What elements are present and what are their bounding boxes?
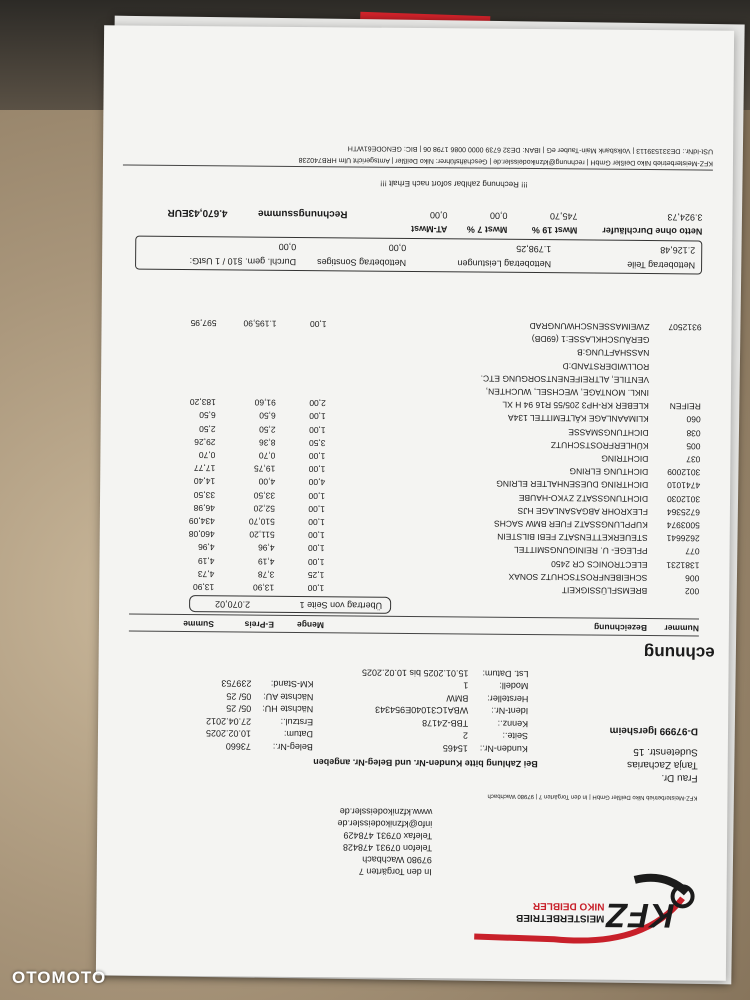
cell-desc: NASSHAFTUNG:B: [577, 347, 650, 359]
durch-label: Durchl. gem. §10 / 1 UstG:: [189, 256, 297, 267]
total-value: 4.670,43EUR: [167, 206, 228, 219]
cell-qty: 1,25: [307, 569, 325, 581]
recipient-line: D-97999 Igersheim: [609, 724, 699, 737]
meta-value: 10.02.2025: [205, 728, 252, 740]
cell-desc: STEUERKETTENSATZ FEBI BILSTEIN: [497, 531, 648, 544]
cell-price: 2,50: [259, 424, 276, 435]
footer-line: KFZ-Meisterbetrieb Niko Deißler GmbH | rechnung@kfznikodeissler.de | Geschäftsführer: Niko Deißler | Amtsgericht Ulm HRB740238: [298, 155, 714, 167]
cell-nr: REIFEN: [669, 401, 701, 412]
sonstiges-label: Nettobetrag Sonstiges: [316, 257, 407, 268]
meta-left: [361, 666, 528, 755]
cell-price: 511,20: [249, 529, 275, 540]
otomoto-watermark: OTOMOTO: [12, 968, 107, 987]
meta-value: 05/ 25: [226, 703, 252, 715]
cell-nr: 006: [685, 573, 700, 584]
cell-qty: 3,50: [308, 437, 326, 449]
cell-price: 6,50: [259, 411, 276, 422]
meta-label: Ident-Nr.:: [491, 706, 529, 717]
cell-desc: KLEBER KR-HP3 205/55 R16 94 H XL: [502, 399, 649, 412]
meta-value: 73660: [225, 741, 251, 752]
cell-desc: DICHTUNGSMASSE: [568, 426, 649, 438]
meta-label: Kunden-Nr.:: [479, 743, 528, 754]
cell-desc: KLIMAANLAGE KÄLTEMITTEL 134A: [507, 413, 649, 425]
cell-qty: 1,00: [308, 517, 325, 528]
cell-nr: 037: [686, 454, 701, 465]
doc-title: echnung: [643, 643, 715, 663]
cell-sum: 14,40: [193, 476, 216, 487]
logo-kfz-text: KFZ: [605, 895, 675, 935]
cell-sum: 597,95: [190, 318, 217, 329]
cell-price: 19,75: [253, 463, 276, 474]
cell-desc: DICHTRING: [601, 453, 649, 465]
mwst19-value: 745,70: [549, 211, 578, 222]
logo-line2: NIKO DEIBLER: [532, 900, 605, 912]
recipient-address: [609, 724, 698, 785]
col-summe: Summe: [183, 618, 214, 630]
durch-value: 0,00: [278, 241, 297, 252]
carry-over-value: 2.070,02: [215, 599, 251, 610]
cell-nr: 5003974: [666, 520, 700, 531]
cell-sum: 6,50: [199, 410, 216, 421]
meta-label: Seite.:: [502, 731, 529, 742]
cell-desc: KUPPLUNGSSATZ FUER BMW SACHS: [493, 518, 648, 531]
address-line: In den Torgärten 7: [358, 866, 432, 878]
netto-value: 3.924,73: [667, 212, 703, 223]
cell-nr: 3012009: [667, 467, 701, 478]
cell-price: 13,90: [252, 582, 275, 593]
meta-label: KM-Stand:: [270, 679, 314, 690]
meta-value: 05/ 25: [226, 691, 252, 702]
cell-price: 52,20: [253, 503, 275, 514]
cell-desc: GERÄUSCHKLASSE:1 (69DB): [531, 334, 650, 346]
teile-label: Nettobetrag Teile: [627, 259, 696, 271]
meta-right: [206, 677, 314, 753]
cell-sum: 29,26: [194, 436, 216, 448]
mwst7-label: Mwst 7 %: [466, 224, 508, 235]
meta-label: Hersteller:: [487, 693, 529, 704]
cell-desc: KÜHLERFROSTSCHUTZ: [550, 439, 649, 451]
cell-desc: ROLLWIDERSTAND:D: [562, 360, 650, 372]
cell-qty: 1,00: [308, 543, 325, 554]
cell-desc: VENTILE, ALTREIFENENTSORGUNG ETC.: [480, 373, 650, 385]
cell-price: 0,70: [258, 450, 276, 461]
cell-sum: 13,90: [192, 582, 215, 593]
meta-label: Kennz.:: [497, 718, 529, 729]
cell-qty: 1,00: [308, 451, 326, 462]
meta-value: 15.01.2025 bis 10.02.2025: [361, 667, 469, 679]
cell-price: 3,78: [257, 569, 275, 580]
meta-label: Erstzul.:: [280, 716, 314, 728]
address-line: 97980 Wachbach: [362, 854, 432, 866]
carry-over-box: [189, 595, 391, 614]
cell-qty: 1,00: [309, 319, 327, 330]
address-line: Telefon 07931 478428: [342, 842, 433, 854]
meta-value: 15465: [442, 743, 468, 754]
sonstiges-value: 0,00: [388, 242, 407, 253]
meta-label: Nächste HU:: [262, 704, 314, 715]
cell-desc: PFLEGE- U. REINIGUNGSMITTEL: [513, 545, 648, 557]
cell-price: 1.195,90: [243, 318, 277, 329]
cell-desc: DICHTUNGSSATZ ZYKO-HAUBE: [518, 492, 649, 504]
footer-line: USt-IdNr.: DE331539113 | Volksbank Main-Tauber eG | IBAN: DE32 6739 0000 0086 1798 06 | BIC: GENODE61WTH: [347, 144, 714, 155]
cell-nr: 038: [686, 427, 701, 439]
invoice-document: [96, 25, 734, 980]
recipient-line: Tanja Zacharias: [627, 758, 698, 771]
totals-box: [135, 236, 702, 275]
mwst7-value: 0,00: [489, 210, 508, 221]
meta-value: TBB-Z4178: [422, 718, 469, 729]
meta-label: Lst. Datum:: [482, 668, 529, 679]
payable-note: !!! Rechnung zahlbar sofort nach Erhalt !!!: [380, 178, 528, 189]
meta-value: WBA1C31040E954343: [375, 705, 469, 716]
cell-nr: 2626641: [666, 533, 700, 544]
cell-desc: FLEXROHR ABGASANLAGE HJS: [517, 505, 648, 517]
address-line: info@kfznikodeissler.de: [337, 818, 433, 830]
cell-price: 4,19: [257, 556, 275, 567]
meta-value: 1: [463, 680, 469, 691]
address-line: www.kfznikodeissler.de: [339, 806, 433, 818]
cell-qty: 1,00: [308, 490, 326, 501]
cell-sum: 46,98: [193, 502, 215, 514]
col-nummer: Nummer: [664, 623, 699, 634]
carry-over-label: Übertrag von Seite 1: [299, 599, 383, 611]
col-bezeichnung: Bezeichnung: [593, 622, 647, 634]
cell-qty: 1,00: [309, 424, 326, 435]
leistungen-label: Nettobetrag Leistungen: [457, 258, 552, 270]
cell-nr: 002: [685, 586, 700, 597]
cell-desc: DICHTUNG ELRING: [569, 466, 649, 478]
meta-label: Nächste AU:: [263, 691, 314, 703]
cell-qty: 1,00: [308, 503, 325, 515]
cell-desc: BREMSFLÜSSIGKEIT: [561, 585, 648, 597]
cell-nr: 6725364: [666, 507, 700, 518]
meta-value: 2: [462, 730, 469, 741]
cell-qty: 2,00: [309, 398, 326, 409]
cell-qty: 1,00: [307, 556, 325, 567]
cell-qty: 1,00: [309, 411, 326, 422]
cell-sum: 17,77: [193, 463, 216, 474]
meta-value: 239753: [221, 678, 252, 690]
teile-value: 2.126,48: [660, 245, 696, 256]
cell-price: 510,70: [248, 516, 275, 527]
cell-desc: INKL. MONTAGE, WECHSEL, WUCHTEN,: [485, 386, 650, 399]
cell-nr: 077: [685, 546, 700, 557]
company-address: [337, 805, 432, 878]
cell-desc: ZWEIMASSENSCHWUNGRAD: [529, 320, 650, 333]
cell-nr: 060: [686, 414, 701, 425]
cell-sum: 2,50: [199, 423, 216, 434]
recipient-line: Frau Dr.: [661, 772, 698, 784]
cell-price: 8,36: [258, 437, 276, 448]
cell-desc: ELECTRONICS CR 2450: [551, 558, 648, 570]
cell-sum: 4,73: [197, 568, 215, 580]
cell-price: 4,00: [258, 477, 276, 488]
cell-price: 33,50: [253, 490, 276, 501]
col-menge: Menge: [296, 619, 324, 631]
cell-sum: 460,08: [188, 529, 215, 540]
cell-sum: 434,09: [188, 516, 215, 527]
mwst19-label: Mwst 19 %: [531, 225, 578, 236]
cell-price: 4,96: [258, 543, 275, 554]
invoice-paper: [96, 25, 734, 980]
cell-qty: 4,00: [308, 477, 326, 488]
cell-sum: 0,70: [198, 450, 216, 461]
cell-nr: 9312507: [668, 322, 702, 333]
cell-desc: SCHEIBENFROSTSCHUTZ SONAX: [508, 571, 648, 583]
cell-nr: 4741010: [667, 480, 701, 491]
cell-qty: 1,00: [308, 464, 326, 475]
cell-nr: 005: [686, 441, 701, 452]
leistungen-value: 1.798,25: [516, 243, 552, 255]
meta-value: BMW: [446, 693, 469, 704]
cell-sum: 4,96: [198, 542, 215, 553]
cell-nr: 1381231: [666, 559, 700, 571]
netto-label: Netto ohne Durchläufer: [602, 225, 703, 237]
cell-nr: 3012030: [666, 493, 701, 505]
cell-desc: DICHTRING DUESENHALTER ELRING: [496, 479, 649, 491]
cell-qty: 1,00: [308, 530, 325, 541]
cell-sum: 183,20: [189, 397, 216, 408]
payment-note: Bei Zahlung bitte Kunden-Nr. und Beleg-Nr. angeben: [313, 757, 538, 770]
recipient-line: Sudetenstr. 15: [633, 745, 698, 758]
company-logo: [454, 846, 705, 968]
meta-value: 27.04.2012: [205, 716, 252, 727]
sender-line: KFZ-Meisterbetrieb Niko Deißler GmbH | In den Torgärten 7 | 97980 Wachbach: [487, 792, 698, 801]
cell-sum: 4,19: [197, 555, 215, 566]
at-mwst-label: AT-Mwst: [411, 223, 448, 235]
cell-price: 91,60: [254, 397, 276, 408]
meta-label: Beleg-Nr.:: [272, 741, 313, 753]
cell-sum: 33,50: [193, 489, 216, 500]
address-line: Telefax 07931 478429: [343, 830, 433, 842]
meta-label: Modell:: [499, 681, 529, 692]
col-epreis: E-Preis: [244, 619, 274, 630]
at-mwst-value: 0,00: [429, 210, 448, 221]
logo-line1: MEISTERBETRIEB: [515, 911, 605, 924]
cell-qty: 1,00: [307, 583, 325, 594]
total-label: Rechnungssumme: [258, 207, 348, 220]
meta-label: Datum:: [283, 729, 314, 740]
